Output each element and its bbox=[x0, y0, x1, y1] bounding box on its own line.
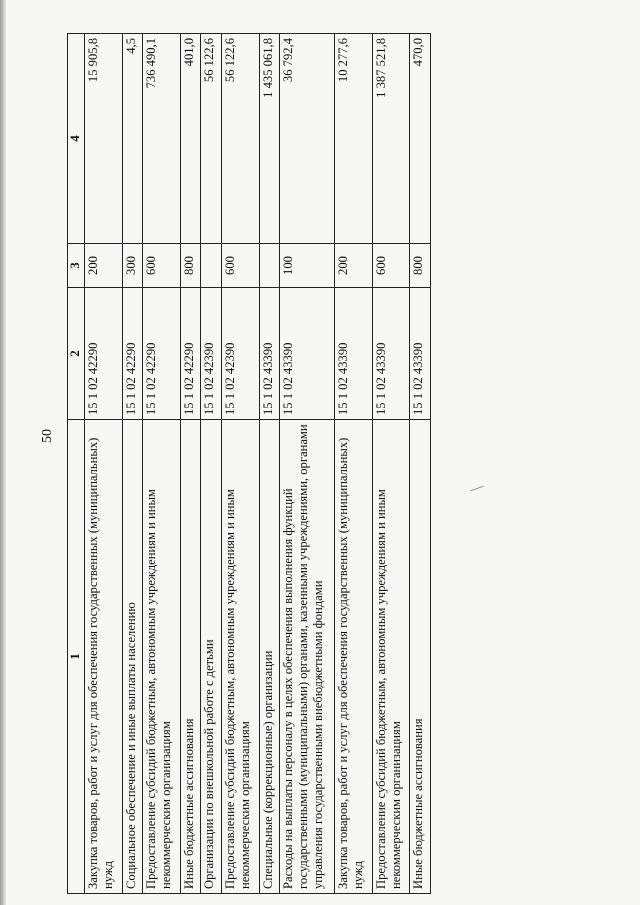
row-code-cell: 15 1 02 42290 bbox=[85, 288, 123, 420]
header-col-1: 1 bbox=[68, 420, 85, 894]
row-name-cell: Предоставление субсидий бюджетным, автономным учреждениям и иным некоммерческим организациям bbox=[221, 420, 259, 894]
table-header-row bbox=[68, 34, 85, 894]
row-expense-type-cell: 300 bbox=[122, 244, 143, 288]
row-name-cell: Расходы на выплаты персоналу в целях обеспечения выполнения функций государственными (муниципальными) органами, казенными учреждениями, органами управления государственными внебюджетными фондами bbox=[280, 420, 335, 894]
header-col-3: 3 bbox=[68, 244, 85, 288]
table-row bbox=[143, 34, 181, 894]
row-name-cell: Предоставление субсидий бюджетным, автономным учреждениям и иным некоммерческим организациям bbox=[143, 420, 181, 894]
scan-edge-shadow bbox=[0, 0, 6, 905]
row-amount-cell: 4,5 bbox=[122, 34, 143, 244]
row-amount-cell: 56 122,6 bbox=[221, 34, 259, 244]
row-expense-type-cell: 200 bbox=[85, 244, 123, 288]
row-expense-type-cell: 800 bbox=[180, 244, 201, 288]
row-amount-cell: 10 277,6 bbox=[335, 34, 373, 244]
table-row bbox=[259, 34, 280, 894]
row-expense-type-cell: 600 bbox=[372, 244, 410, 288]
row-amount-cell: 56 122,6 bbox=[201, 34, 222, 244]
row-amount-cell: 1 387 521,8 bbox=[372, 34, 410, 244]
scan-artifact-mark bbox=[470, 486, 483, 492]
row-amount-cell: 736 490,1 bbox=[143, 34, 181, 244]
row-name-cell: Закупка товаров, работ и услуг для обеспечения государственных (муниципальных) нужд bbox=[85, 420, 123, 894]
row-name-cell: Специальные (коррекционные) организации bbox=[259, 420, 280, 894]
row-amount-cell: 470,0 bbox=[410, 34, 431, 244]
table-row bbox=[372, 34, 410, 894]
row-name-cell: Закупка товаров, работ и услуг для обеспечения государственных (муниципальных) нужд bbox=[335, 420, 373, 894]
row-code-cell: 15 1 02 42290 bbox=[122, 288, 143, 420]
row-code-cell: 15 1 02 42290 bbox=[143, 288, 181, 420]
row-expense-type-cell: 200 bbox=[335, 244, 373, 288]
row-amount-cell: 15 905,8 bbox=[85, 34, 123, 244]
row-name-cell: Иные бюджетные ассигнования bbox=[180, 420, 201, 894]
table-row bbox=[221, 34, 259, 894]
page-number: 50 bbox=[40, 429, 55, 443]
row-name-cell: Социальное обеспечение и иные выплаты населению bbox=[122, 420, 143, 894]
row-name-cell: Предоставление субсидий бюджетным, автономным учреждениям и иным некоммерческим организациям bbox=[372, 420, 410, 894]
row-code-cell: 15 1 02 43390 bbox=[372, 288, 410, 420]
row-code-cell: 15 1 02 42390 bbox=[221, 288, 259, 420]
row-amount-cell: 1 435 061,8 bbox=[259, 34, 280, 244]
row-expense-type-cell: 800 bbox=[410, 244, 431, 288]
row-code-cell: 15 1 02 43390 bbox=[335, 288, 373, 420]
rotated-table-area bbox=[67, 34, 431, 894]
row-expense-type-cell: 600 bbox=[143, 244, 181, 288]
budget-table bbox=[67, 33, 431, 894]
header-col-2: 2 bbox=[68, 288, 85, 420]
table-row bbox=[201, 34, 222, 894]
row-name-cell: Иные бюджетные ассигнования bbox=[410, 420, 431, 894]
row-code-cell: 15 1 02 42390 bbox=[201, 288, 222, 420]
row-expense-type-cell bbox=[201, 244, 222, 288]
table-row bbox=[410, 34, 431, 894]
table-row bbox=[180, 34, 201, 894]
table-row bbox=[335, 34, 373, 894]
row-code-cell: 15 1 02 42290 bbox=[180, 288, 201, 420]
table-row bbox=[122, 34, 143, 894]
row-expense-type-cell bbox=[259, 244, 280, 288]
row-name-cell: Организации по внешкольной работе с детьми bbox=[201, 420, 222, 894]
table-row bbox=[280, 34, 335, 894]
row-code-cell: 15 1 02 43390 bbox=[410, 288, 431, 420]
table-row bbox=[85, 34, 123, 894]
row-expense-type-cell: 600 bbox=[221, 244, 259, 288]
row-code-cell: 15 1 02 43390 bbox=[259, 288, 280, 420]
row-amount-cell: 401,0 bbox=[180, 34, 201, 244]
row-expense-type-cell: 100 bbox=[280, 244, 335, 288]
row-code-cell: 15 1 02 43390 bbox=[280, 288, 335, 420]
header-col-4: 4 bbox=[68, 34, 85, 244]
row-amount-cell: 36 792,4 bbox=[280, 34, 335, 244]
